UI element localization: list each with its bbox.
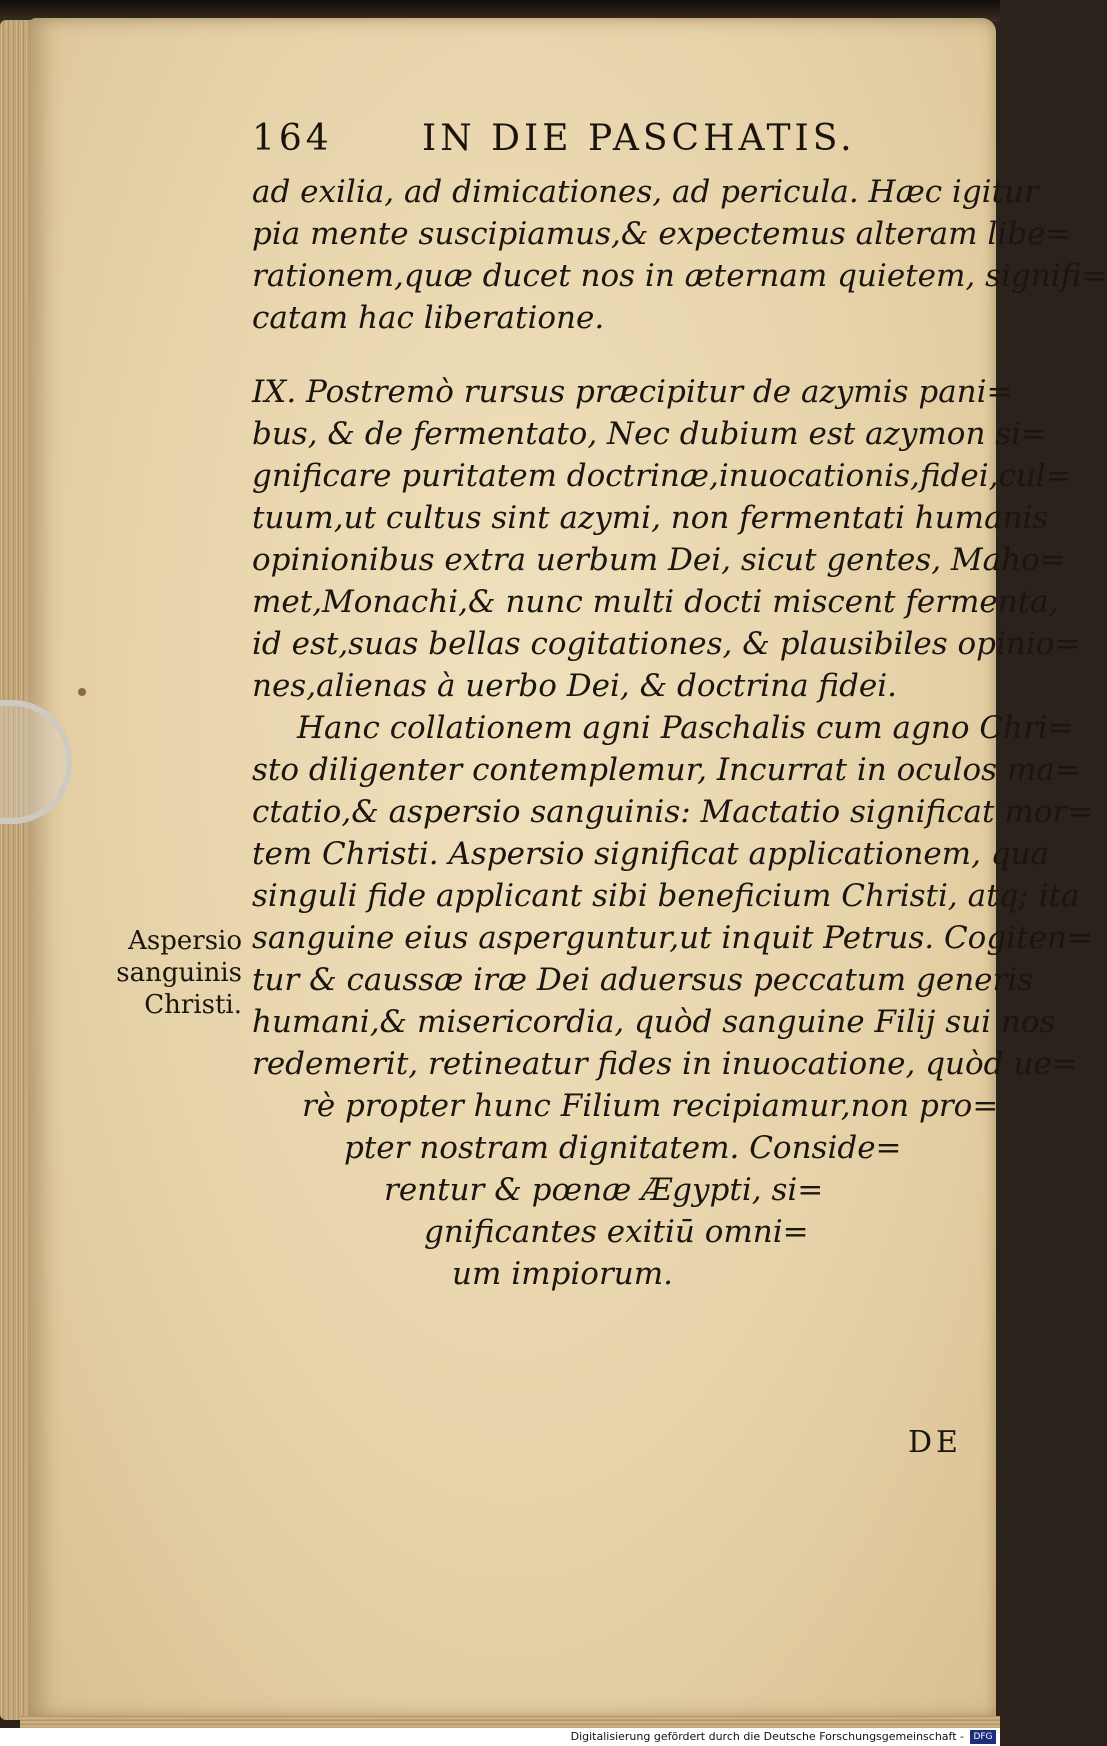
text-line: redemerit, retineatur fides in inuocatione, quòd ue= (252, 1046, 1078, 1082)
text-line: IX. Postremò rursus præcipitur de azymis pani= (252, 374, 1013, 410)
ink-speck (78, 688, 86, 696)
text-line: rationem,quæ ducet nos in æternam quietem, signifi= (252, 258, 1107, 294)
text-line: sto diligenter contemplemur, Incurrat in oculos ma= (252, 752, 1081, 788)
text-line: sanguine eius asperguntur,ut inquit Petrus. Cogiten= (252, 920, 1093, 956)
text-line: tem Christi. Aspersio significat applicationem, qua (252, 836, 1050, 872)
page-bottom-edges (20, 1716, 1000, 1728)
credit-bar (0, 1728, 1000, 1746)
marginal-note (72, 925, 242, 1021)
running-title: IN DIE PASCHATIS. (422, 118, 856, 159)
dfg-logo: DFG (970, 1730, 996, 1744)
credit-text: Digitalisierung gefördert durch die Deutsche Forschungsgemeinschaft - (570, 1730, 964, 1743)
text-line: ctatio,& aspersio sanguinis: Mactatio significat mor= (252, 794, 1094, 830)
catchword: DE (908, 1425, 962, 1460)
running-head (252, 118, 872, 158)
text-line: tuum,ut cultus sint azymi, non fermentati humanis (252, 500, 1049, 536)
marginal-note-line: Christi. (144, 990, 242, 1020)
text-line: bus, & de fermentato, Nec dubium est azymon si= (252, 416, 1048, 452)
text-line: catam hac liberatione. (252, 300, 605, 336)
marginal-note-line: sanguinis (116, 958, 242, 988)
text-line: singuli fide applicant sibi beneficium Christi, atq; ita (252, 878, 1080, 914)
text-line: id est,suas bellas cogitationes, & plausibiles opinio= (252, 626, 1081, 662)
page-number: 164 (252, 118, 333, 159)
text-line: pia mente suscipiamus,& expectemus alteram libe= (252, 216, 1072, 252)
text-line: ad exilia, ad dimicationes, ad pericula. Hæc igitur (252, 174, 1039, 210)
text-line: met,Monachi,& nunc multi docti miscent fermenta, (252, 584, 1059, 620)
text-line: pter nostram dignitatem. Conside= (344, 1130, 902, 1166)
marginal-note-line: Aspersio (128, 926, 242, 956)
text-line: gnificare puritatem doctrinæ,inuocationis,fidei,cul= (252, 458, 1072, 494)
text-line: nes,alienas à uerbo Dei, & doctrina fidei. (252, 668, 898, 704)
text-line: rentur & pœnæ Ægypti, si= (384, 1172, 824, 1208)
text-line: opinionibus extra uerbum Dei, sicut gentes, Maho= (252, 542, 1066, 578)
text-line: rè propter hunc Filium recipiamur,non pro= (302, 1088, 999, 1124)
text-line: humani,& misericordia, quòd sanguine Filij sui nos (252, 1004, 1056, 1040)
text-line: Hanc collationem agni Paschalis cum agno Chri= (297, 710, 1074, 746)
text-line: tur & caussæ iræ Dei aduersus peccatum generis (252, 962, 1034, 998)
text-line: um impiorum. (452, 1256, 673, 1292)
text-line: gnificantes exitiū omni= (424, 1214, 809, 1250)
